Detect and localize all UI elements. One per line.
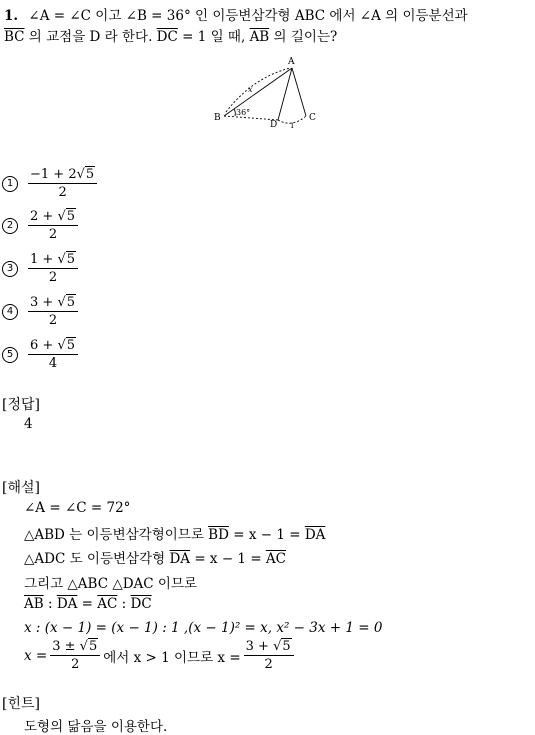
solution-l3-eq: = x − 1 =	[190, 551, 266, 567]
choice-2-den: 2	[48, 227, 58, 242]
choice-mark-3: 3	[2, 261, 18, 277]
solution-line-4: 그리고 △ABC △DAC 이므로	[24, 576, 198, 592]
choice-3[interactable]	[2, 251, 78, 286]
solution-line-2	[24, 523, 325, 543]
choice-3-fraction: $\frac{1 + √5}{2}$	[28, 251, 78, 286]
solution-frac1-rad: 5	[88, 639, 98, 654]
choice-1-num: −1 + 2	[30, 167, 77, 182]
solution-frac1-den: 2	[71, 657, 80, 672]
choice-mark-2: 2	[2, 218, 18, 234]
choice-4[interactable]	[2, 294, 78, 329]
label-b: B	[214, 113, 221, 123]
segment-da-3: $\overline{DA}$	[56, 596, 78, 612]
colon-2: :	[117, 596, 131, 612]
solution-line-5	[24, 596, 152, 612]
segment-bd: $\overline{BD}$	[208, 527, 229, 543]
arc-ba	[226, 68, 290, 112]
solution-l2-text: △ABD 는 이등변삼각형이므로	[24, 527, 209, 543]
problem-text-2b: = 1 일 때,	[177, 29, 250, 45]
choice-3-rad: 5	[66, 252, 76, 267]
label-x: x	[248, 85, 253, 94]
choice-5[interactable]	[2, 337, 78, 372]
solution-line-3	[24, 547, 286, 567]
label-a: A	[288, 57, 295, 67]
solution-l2-eq: = x − 1 =	[228, 527, 305, 543]
solution-frac2-rad: 5	[282, 639, 291, 654]
choice-3-num: 1 +	[30, 252, 58, 267]
problem-text-2c: 의 길이는?	[269, 29, 338, 45]
segment-dc-2: $\overline{DC}$	[130, 596, 152, 612]
segment-da: $\overline{DA}$	[304, 527, 326, 543]
choice-5-num: 6 +	[30, 338, 58, 353]
problem-text-1: ∠A = ∠C 이고 ∠B = 36° 인 이등변삼각형 ABC 에서 ∠A 의 이등분선과	[28, 8, 468, 24]
choice-4-fraction: $\frac{3 + √5}{2}$	[28, 294, 78, 329]
choice-3-den: 2	[48, 270, 58, 285]
problem-text-2a: 의 교점을 D 라 한다.	[24, 29, 157, 45]
answer-label: [정답]	[2, 397, 40, 413]
problem-number: 1.	[4, 8, 19, 24]
choice-2-fraction: $\frac{2 + √5}{2}$	[28, 208, 78, 243]
segment-ac: $\overline{AC}$	[265, 551, 287, 567]
answer-value: 4	[24, 416, 33, 432]
choice-mark-4: 4	[2, 304, 18, 320]
choice-mark-5: 5	[2, 347, 18, 363]
solution-l7-x: x =	[24, 647, 48, 664]
segment-ab: $\overline{AB}$	[249, 29, 270, 45]
hint-text: 도형의 닮음을 이용한다.	[24, 719, 168, 735]
segment-ac-2: $\overline{AC}$	[97, 596, 118, 612]
solution-label: [해설]	[2, 480, 40, 496]
solution-fraction-2: $\frac{3 + √5}{2}$	[244, 638, 294, 673]
solution-frac1-num: 3 ±	[52, 639, 80, 654]
choice-5-den: 4	[48, 356, 58, 371]
solution-frac2-den: 2	[264, 657, 273, 672]
choice-4-num: 3 +	[30, 295, 58, 310]
choice-4-den: 2	[48, 313, 58, 328]
solution-frac2-num: 3 +	[245, 639, 274, 654]
triangle-figure	[212, 54, 322, 132]
segment-dc: $\overline{DC}$	[156, 29, 178, 45]
choice-2-rad: 5	[66, 209, 76, 224]
solution-l7-text: 에서 x > 1 이므로 x =	[103, 649, 241, 666]
choice-1[interactable]	[2, 166, 97, 201]
choice-1-fraction: $\frac{-1 + 2√5}{2}$	[28, 166, 97, 201]
solution-fraction-1: $\frac{3 \pm √5}{2}$	[50, 638, 100, 673]
solution-l3-text: △ADC 도 이등변삼각형	[24, 551, 170, 567]
choice-1-den: 2	[58, 185, 67, 200]
label-c: C	[309, 113, 316, 123]
choice-5-rad: 5	[66, 338, 76, 353]
choice-1-rad: 5	[85, 167, 95, 182]
problem-line-1	[4, 4, 468, 24]
equals: =	[77, 596, 98, 612]
label-one: 1	[290, 122, 295, 130]
segment-da-2: $\overline{DA}$	[169, 551, 191, 567]
segment-bc: $\overline{BC}$	[4, 29, 25, 45]
problem-line-2	[4, 25, 337, 45]
side-ba	[224, 68, 292, 116]
solution-line-1: ∠A = ∠C = 72°	[24, 500, 131, 516]
solution-line-6: x : (x − 1) = (x − 1) : 1 ,(x − 1)² = x, x² − 3x + 1 = 0	[24, 620, 383, 636]
colon-1: :	[43, 596, 57, 612]
choice-mark-1: 1	[2, 176, 18, 192]
segment-ab-2: $\overline{AB}$	[24, 596, 44, 612]
label-angle-36: 36°	[236, 108, 251, 117]
choice-4-rad: 5	[66, 295, 76, 310]
hint-label: [힌트]	[2, 696, 40, 712]
label-d: D	[270, 120, 278, 130]
choice-5-fraction: $\frac{6 + √5}{4}$	[28, 337, 78, 372]
solution-line-7	[24, 638, 294, 673]
choice-2[interactable]	[2, 208, 78, 243]
side-ad	[278, 68, 292, 120]
choice-2-num: 2 +	[30, 209, 58, 224]
side-ac	[292, 68, 306, 116]
